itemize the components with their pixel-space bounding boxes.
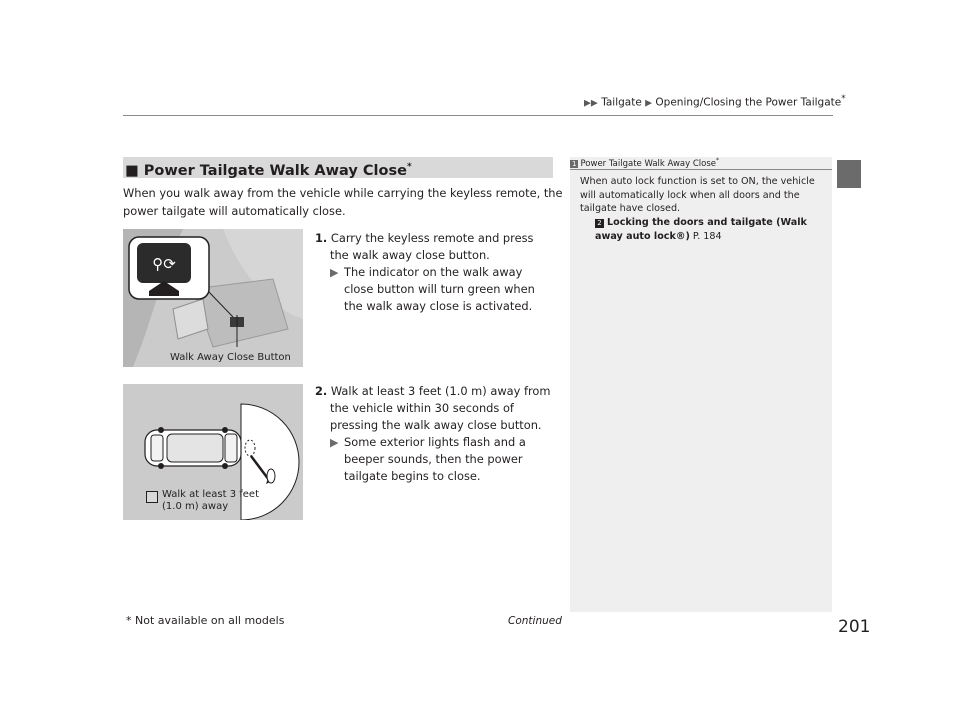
step-text: Walk at least 3 feet (1.0 m) away from the vehicle within 30 seconds of pressing the walk away close button.: [330, 384, 551, 432]
note-body: When auto lock function is set to ON, the vehicle will automatically lock when all doors and the tailgate have closed.: [580, 176, 815, 214]
breadcrumb-arrow-icon: ▶▶: [584, 98, 598, 109]
note-title: [570, 157, 719, 169]
svg-text:⚲⟳: ⚲⟳: [152, 255, 176, 273]
note-number-icon: 1: [572, 159, 577, 168]
section-title: Power Tailgate Walk Away Close: [143, 162, 407, 179]
tailgate-button-illustration: [123, 229, 303, 367]
footnote: * Not available on all models: [126, 614, 285, 627]
breadcrumb-star: *: [841, 94, 846, 104]
breadcrumb-arrow-icon: ▶: [645, 98, 653, 109]
note-cross-reference[interactable]: [595, 216, 830, 243]
result-arrow-icon: ▶: [330, 266, 339, 279]
section-heading: [123, 157, 553, 178]
note-star: *: [716, 157, 720, 164]
step-result-text: Some exterior lights flash and a beeper sounds, then the power tailgate begins to close.: [344, 435, 526, 483]
note-divider: [570, 169, 832, 170]
fig1-caption: Walk Away Close Button: [170, 352, 291, 363]
section-intro: When you walk away from the vehicle while carrying the keyless remote, the power tailgate will automatically close.: [123, 186, 563, 218]
step-result: [315, 264, 555, 315]
fig2-caption-line1: Walk at least 3 feet: [162, 489, 260, 500]
step-number: 1.: [315, 231, 328, 245]
note-title-text: Power Tailgate Walk Away Close: [580, 158, 717, 169]
walk-away-button-figure: [123, 229, 303, 367]
header-divider: [123, 115, 833, 116]
result-arrow-icon: ▶: [330, 436, 339, 449]
section-marker-icon: ■: [125, 162, 139, 179]
reference-page: P. 184: [692, 230, 722, 242]
chapter-tab-marker: [837, 160, 861, 188]
step-number: 2.: [315, 384, 328, 398]
step-1: [315, 230, 555, 315]
step-2: [315, 383, 555, 485]
continued-label: Continued: [508, 615, 562, 627]
step-result-text: The indicator on the walk away close button will turn green when the walk away close is activated.: [344, 265, 535, 313]
caption-key-icon: [146, 491, 158, 503]
fig2-caption-line2: (1.0 m) away: [162, 501, 229, 512]
breadcrumb-item[interactable]: Tailgate: [601, 96, 642, 109]
section-star: *: [406, 162, 412, 172]
breadcrumb-item[interactable]: Opening/Closing the Power Tailgate: [655, 96, 842, 109]
step-text: Carry the keyless remote and press the walk away close button.: [330, 231, 534, 262]
page-number: 201: [838, 617, 871, 637]
fig2-caption: [162, 489, 259, 513]
step-result: [315, 434, 555, 485]
breadcrumb: [584, 94, 846, 109]
reference-arrow-icon: 2: [595, 219, 604, 228]
reference-link[interactable]: Locking the doors and tailgate (Walk away auto lock®): [595, 217, 807, 242]
